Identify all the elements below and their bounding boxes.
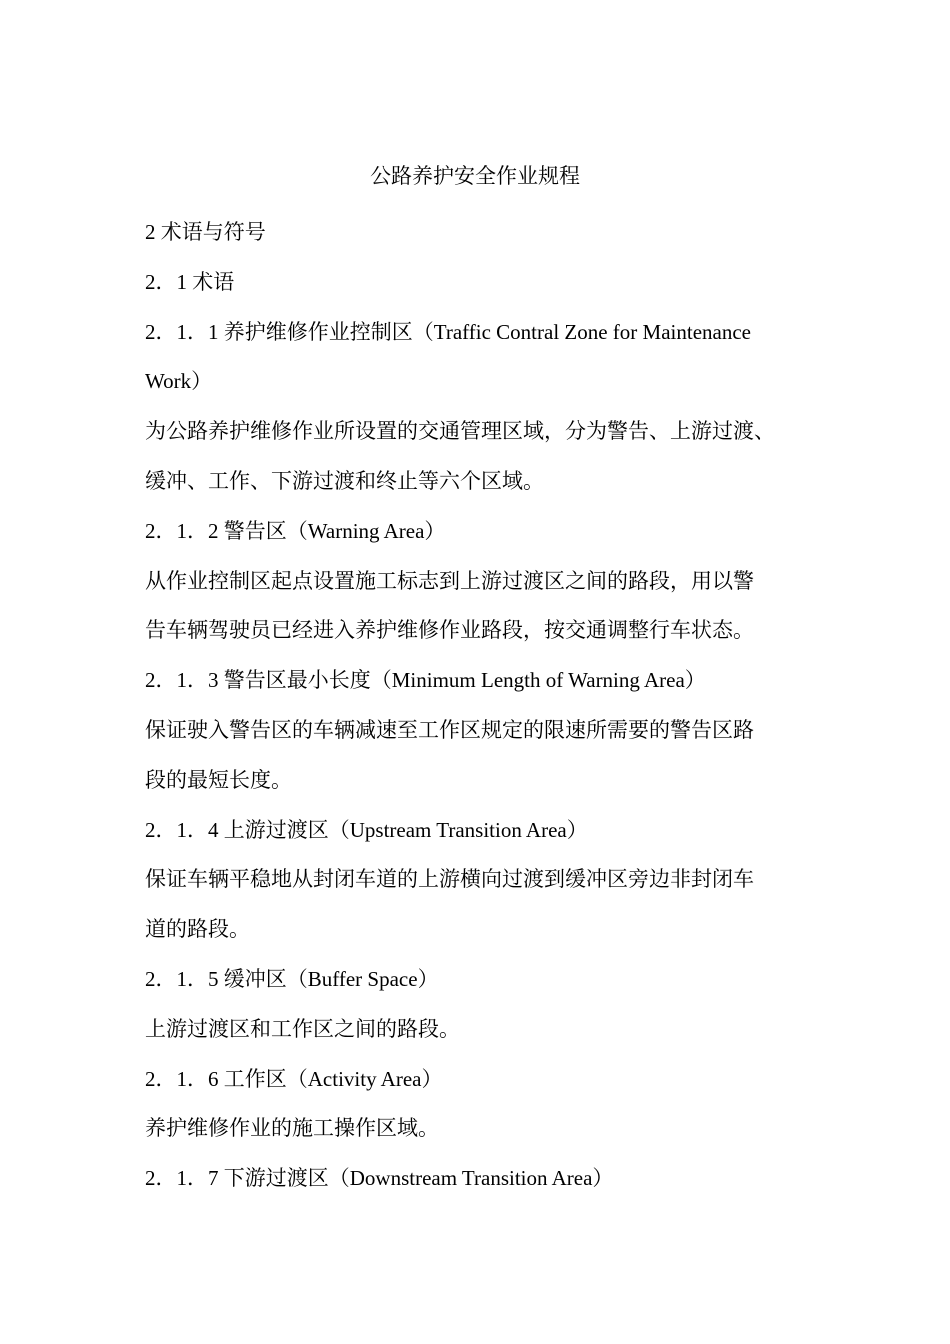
- term-heading: 2．1．6 工作区（Activity Area）: [145, 1066, 443, 1091]
- term-heading: 2．1．5 缓冲区（Buffer Space）: [145, 966, 439, 991]
- term-heading-continued: Work）: [145, 369, 213, 394]
- term-heading: 2．1．4 上游过渡区（Upstream Transition Area）: [145, 817, 588, 842]
- term-definition: 上游过渡区和工作区之间的路段。: [145, 1016, 460, 1041]
- term-heading: 2．1．3 警告区最小长度（Minimum Length of Warning Area）: [145, 668, 706, 693]
- term-heading: 2．1．2 警告区（Warning Area）: [145, 518, 446, 543]
- subsection-heading: 2．1 术语: [145, 269, 235, 294]
- document-body: [145, 208, 825, 1204]
- term-heading: 2．1．7 下游过渡区（Downstream Transition Area）: [145, 1166, 614, 1191]
- term-definition: 缓冲、工作、下游过渡和终止等六个区域。: [145, 468, 544, 493]
- term-definition: 告车辆驾驶员已经进入养护维修作业路段，按交通调整行车状态。: [145, 618, 754, 643]
- term-definition: 从作业控制区起点设置施工标志到上游过渡区之间的路段，用以警: [145, 568, 754, 593]
- term-definition: 道的路段。: [145, 917, 250, 942]
- section-heading: 2 术语与符号: [145, 220, 266, 244]
- term-definition: 为公路养护维修作业所设置的交通管理区域，分为警告、上游过渡、: [145, 419, 775, 444]
- document-title: 公路养护安全作业规程: [370, 164, 580, 188]
- term-definition: 保证车辆平稳地从封闭车道的上游横向过渡到缓冲区旁边非封闭车: [145, 867, 754, 892]
- term-heading: 2．1．1 养护维修作业控制区（Traffic Contral Zone for Maintenance: [145, 319, 751, 344]
- term-definition: 养护维修作业的施工操作区域。: [145, 1116, 439, 1141]
- term-definition: 保证驶入警告区的车辆减速至工作区规定的限速所需要的警告区路: [145, 717, 754, 742]
- term-definition: 段的最短长度。: [145, 767, 292, 792]
